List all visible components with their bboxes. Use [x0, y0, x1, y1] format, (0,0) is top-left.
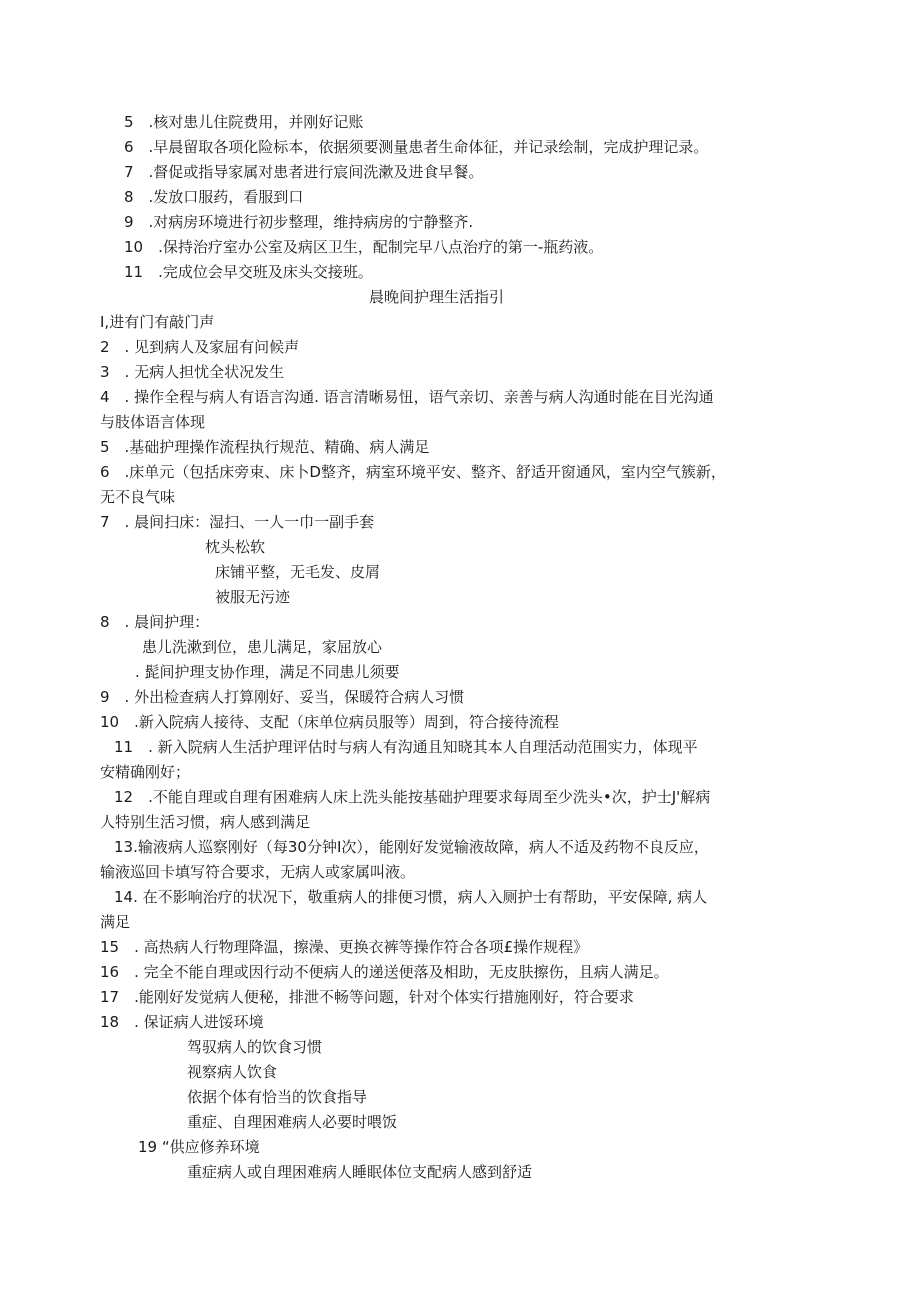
list-item-continuation: 与肢体语言体现 — [100, 413, 206, 431]
top-item-6: 6 .早晨留取各项化险标本，依据须要测量患者生命体征，并记录绘制，完成护理记录。 — [124, 138, 709, 156]
list-item: 2 . 见到病人及家屈有问候声 — [100, 338, 300, 356]
list-item: 16 . 完全不能自理或因行动不便病人的递送便落及相助，无皮肤擦伤，且病人满足。 — [100, 963, 669, 981]
sub-item: 枕头松软 — [205, 538, 266, 556]
sub-item: 驾驭病人的饮食习惯 — [187, 1038, 323, 1056]
list-item: 4 . 操作全程与病人有语言沟通. 语言清晰易忸，语气亲切、亲善与病人沟通时能在目光沟通 — [100, 388, 714, 406]
sub-item: 依据个体有恰当的饮食指导 — [187, 1088, 368, 1106]
list-item: 18 . 保证病人进馁环境 — [100, 1013, 264, 1031]
list-item: I,进有门有敲门声 — [100, 313, 215, 331]
list-item-continuation: 人特别生活习惯，病人感到满足 — [100, 813, 311, 831]
list-item: 14. 在不影响治疗的状况下，敬重病人的排便习惯，病人入厕护士有帮助，平安保障, 病人 — [114, 888, 708, 906]
list-item: 17 .能刚好发觉病人便秘，排泄不畅等问题，针对个体实行措施刚好，符合要求 — [100, 988, 634, 1006]
top-item-5: 5 .核对患儿住院费用，并刚好记账 — [124, 113, 364, 131]
list-item: 10 .新入院病人接待、支配（床单位病员服等）周到，符合接待流程 — [100, 713, 559, 731]
list-item: 11 . 新入院病人生活护理评估时与病人有沟通且知晓其本人自理活动范围实力，体现平 — [114, 738, 698, 756]
list-item: 15 . 高热病人行物理降温，擦澡、更换衣裤等操作符合各项£操作规程》 — [100, 938, 589, 956]
list-item: 5 .基础护理操作流程执行规范、精确、病人满足 — [100, 438, 430, 456]
list-item: 12 .不能自理或自理有困难病人床上洗头能按基础护理要求每周至少洗头•次，护士J'解病 — [114, 788, 711, 806]
section-title: 晨晚间护理生活指引 — [369, 288, 505, 306]
list-item-continuation: 输液巡回卡填写符合要求，无病人或家属叫液。 — [100, 863, 416, 881]
list-item-continuation: 安精确刚好； — [100, 763, 191, 781]
list-item-continuation: 满足 — [100, 913, 131, 931]
top-item-8: 8 .发放口服药，看服到口 — [124, 188, 304, 206]
sub-item: 被服无污迹 — [215, 588, 291, 606]
top-item-10: 10 .保持治疗室办公室及病区卫生，配制完早八点治疗的第一-瓶药液。 — [124, 238, 604, 256]
list-item: 13.输液病人巡察刚好（每30分钟I次），能刚好发觉输液故障，病人不适及药物不良反应， — [114, 838, 709, 856]
top-item-11: 11 .完成位会早交班及床头交接班。 — [124, 263, 373, 281]
list-item: 19 “供应修养环境 — [138, 1138, 260, 1156]
list-item: 3 . 无病人担忧全状况发生 — [100, 363, 285, 381]
sub-item: 床铺平整，无毛发、皮屑 — [215, 563, 381, 581]
sub-item: 重症、自理困难病人必要时喂饭 — [187, 1113, 398, 1131]
sub-item: 患儿洗漱到位，患儿满足，家屈放心 — [142, 638, 383, 656]
top-item-7: 7 .督促或指导家属对患者进行宸间洗漱及进食早餐。 — [124, 163, 484, 181]
sub-item: 重症病人或自理困难病人睡眠体位支配病人感到舒适 — [187, 1163, 533, 1181]
list-item-continuation: 无不良气味 — [100, 488, 176, 506]
list-item: 7 . 晨间扫床：湿扫、一人一巾一副手套 — [100, 513, 375, 531]
list-item: 6 .床单元（包括床旁束、床卜D整齐，病室环境平安、整齐、舒适开窗通风，室内空气簇新， — [100, 463, 726, 481]
list-item: 9 . 外出检查病人打算刚好、妥当，保暖符合病人习惯 — [100, 688, 465, 706]
sub-item: 视察病人饮食 — [187, 1063, 278, 1081]
top-item-9: 9 .对病房环境进行初步整理，维持病房的宁静整齐. — [124, 213, 474, 231]
sub-item: . 髭间护理支协作理，满足不同患儿须要 — [135, 663, 400, 681]
list-item: 8 . 晨间护理： — [100, 613, 210, 631]
